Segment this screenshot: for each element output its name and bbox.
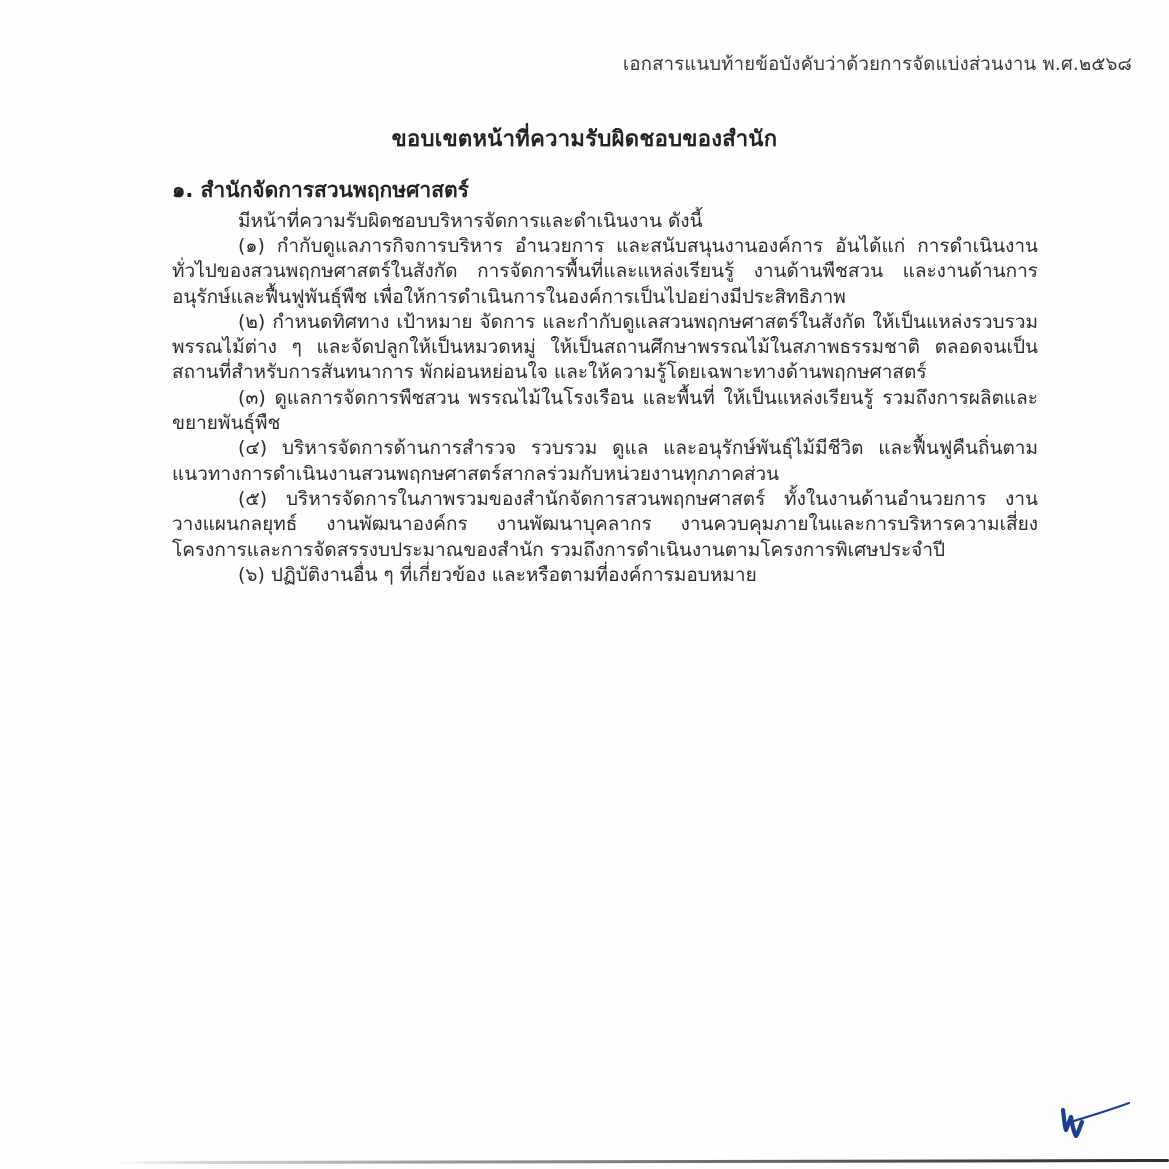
duty-item-2: (๒) กำหนดทิศทาง เป้าหมาย จัดการ และกำกับดูแลสวนพฤกษศาสตร์ในสังกัด ให้เป็นแหล่งรวบรวมพรรณไม้ต่าง ๆ และจัดปลูกให้เป็นหมวดหมู่ ให้เป็นสถานศึกษาพรรณไม้ในสภาพธรรมชาติ ตลอดจนเป็นสถานที่สำหรับการสันทนาการ พักผ่อนหย่อนใจ และให้ความรู้โดยเฉพาะทางด้านพฤกษศาสตร์ bbox=[172, 310, 1038, 384]
signature-mark bbox=[1022, 1090, 1152, 1150]
duty-item-5: (๕) บริหารจัดการในภาพรวมของสำนักจัดการสวนพฤกษศาสตร์ ทั้งในงานด้านอำนวยการ งานวางแผนกลยุทธ์ งานพัฒนาองค์กร งานพัฒนาบุคลากร งานควบคุมภายในและการบริหารความเสี่ยง โครงการและการจัดสรรงบประมาณของสำนัก รวมถึงการดำเนินงานตามโครงการพิเศษประจำปี bbox=[172, 487, 1038, 561]
scan-bottom-edge bbox=[112, 1159, 1169, 1164]
duty-item-4: (๔) บริหารจัดการด้านการสำรวจ รวบรวม ดูแล และอนุรักษ์พันธุ์ไม้มีชีวิต และฟื้นฟูคืนถิ่นตามแนวทางการดำเนินงานสวนพฤกษศาสตร์สากลร่วมกับหน่วยงานทุกภาคส่วน bbox=[172, 437, 1038, 485]
duty-item-6: (๖) ปฏิบัติงานอื่น ๆ ที่เกี่ยวข้อง และหรือตามที่องค์การมอบหมาย bbox=[238, 563, 757, 586]
page-title: ขอบเขตหน้าที่ความรับผิดชอบของสำนัก bbox=[391, 127, 778, 152]
header-annotation: เอกสารแนบท้ายข้อบังคับว่าด้วยการจัดแบ่งส่วนงาน พ.ศ.๒๕๖๘ bbox=[622, 54, 1132, 75]
signature-ink-icon bbox=[1022, 1090, 1152, 1150]
document-body bbox=[172, 176, 1038, 588]
duty-item-3: (๓) ดูแลการจัดการพืชสวน พรรณไม้ในโรงเรือน และพื้นที่ ให้เป็นแหล่งเรียนรู้ รวมถึงการผลิตและขยายพันธุ์พืช bbox=[172, 386, 1038, 435]
section-heading: ๑. สำนักจัดการสวนพฤกษศาสตร์ bbox=[172, 178, 469, 202]
duty-item-1: (๑) กำกับดูแลภารกิจการบริหาร อำนวยการ และสนับสนุนงานองค์การ อันได้แก่ การดำเนินงานทั่วไปของสวนพฤกษศาสตร์ในสังกัด การจัดการพื้นที่และแหล่งเรียนรู้ งานด้านพืชสวน และงานด้านการอนุรักษ์และฟื้นฟูพันธุ์พืช เพื่อให้การดำเนินการในองค์การเป็นไปอย่างมีประสิทธิภาพ bbox=[172, 235, 1038, 308]
section-intro: มีหน้าที่ความรับผิดชอบบริหารจัดการและดำเนินงาน ดังนี้ bbox=[238, 210, 703, 232]
